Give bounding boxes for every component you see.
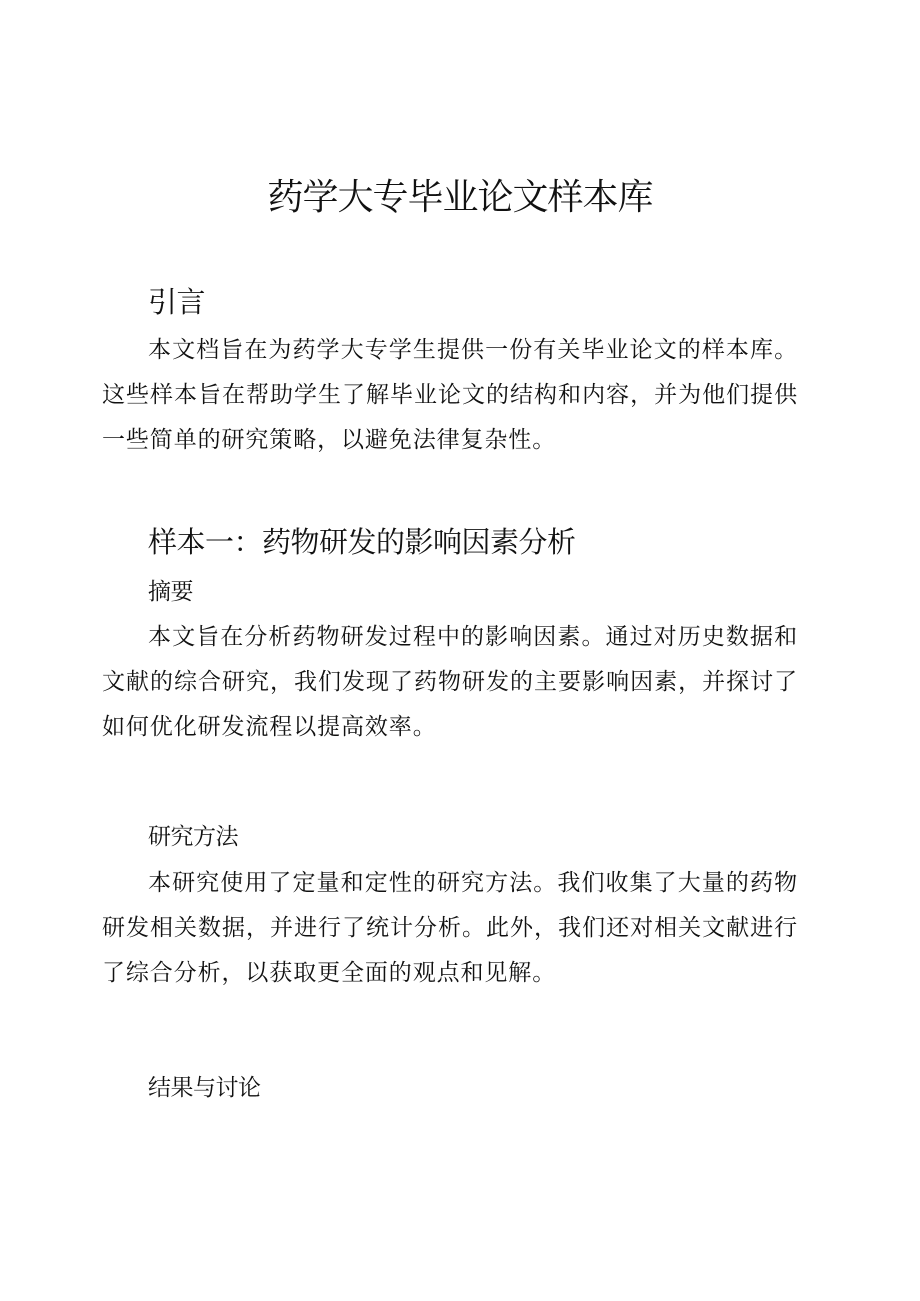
abstract-heading: 摘要	[148, 579, 193, 605]
methods-paragraph: 本研究使用了定量和定性的研究方法。我们收集了大量的药物研发相关数据，并进行了统计分析。此外，我们还对相关文献进行了综合分析，以获取更全面的观点和见解。	[102, 870, 798, 986]
document-title: 药学大专毕业论文样本库	[267, 177, 653, 218]
methods-heading: 研究方法	[148, 824, 238, 850]
results-heading: 结果与讨论	[148, 1075, 261, 1101]
sample-one-heading: 样本一：药物研发的影响因素分析	[148, 525, 576, 559]
introduction-paragraph: 本文档旨在为药学大专学生提供一份有关毕业论文的样本库。这些样本旨在帮助学生了解毕业论文的结构和内容，并为他们提供一些简单的研究策略，以避免法律复杂性。	[102, 337, 798, 453]
introduction-heading: 引言	[148, 285, 206, 319]
abstract-paragraph: 本文旨在分析药物研发过程中的影响因素。通过对历史数据和文献的综合研究，我们发现了药物研发的主要影响因素，并探讨了如何优化研发流程以提高效率。	[102, 624, 798, 740]
